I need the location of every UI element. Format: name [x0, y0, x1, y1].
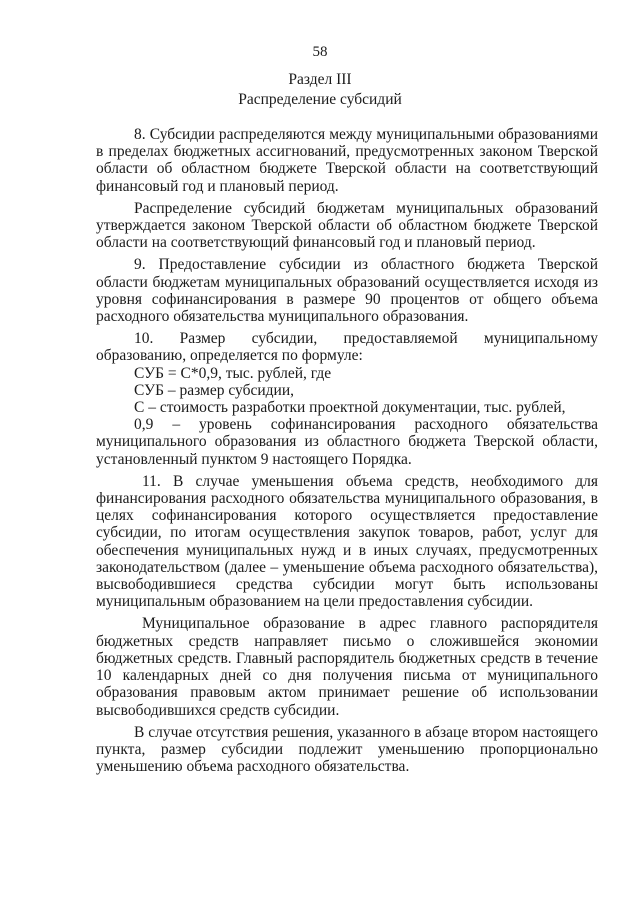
formula-line: СУБ = С*0,9, тыс. рублей, где — [134, 364, 332, 382]
paragraph-savings-letter: Муниципальное образование в адрес главного распорядителя бюджетных средств направляет письмо о сложившейся экономии бюджетных средств. Главный распорядитель бюджетных средств в течение 10 календарных дней со дня получения письма от муниципального образования правовым актом принимает решение об использовании высвободившихся средств субсидии. — [96, 615, 598, 719]
formula-rate-definition: 0,9 – уровень софинансирования расходного обязательства муниципального образования из областного бюджета Тверской области, установленный пунктом 9 настоящего Порядка. — [96, 416, 598, 468]
page-number: 58 — [312, 44, 328, 60]
document-body — [96, 126, 598, 780]
formula-c-definition: С – стоимость разработки проектной документации, тыс. рублей, — [134, 399, 566, 417]
section-heading — [0, 70, 640, 110]
paragraph-distribution: Распределение субсидий бюджетам муниципальных образований утверждается законом Тверской области об областном бюджете Тверской области на соответствующий финансовый год и плановый период. — [96, 199, 598, 252]
section-subtitle: Распределение субсидий — [238, 91, 402, 108]
paragraph-8: 8. Субсидии распределяются между муниципальными образованиями в пределах бюджетных ассигнований, предусмотренных законом Тверской области об областном бюджете Тверской области на соответствующий финансовый год и плановый период. — [96, 126, 598, 195]
formula-sub-definition: СУБ – размер субсидии, — [134, 381, 294, 399]
paragraph-10: 10. Размер субсидии, предоставляемой муниципальному образованию, определяется по формуле: — [96, 330, 598, 365]
section-title: Раздел III — [288, 71, 352, 88]
paragraph-no-decision: В случае отсутствия решения, указанного в абзаце втором настоящего пункта, размер субсидии подлежит уменьшению пропорционально уменьшению объема расходного обязательства. — [96, 723, 598, 776]
paragraph-9: 9. Предоставление субсидии из областного бюджета Тверской области бюджетам муниципальных образований осуществляется исходя из уровня софинансирования в размере 90 процентов от общего объема расходного обязательства муниципального образования. — [96, 256, 598, 326]
paragraph-11: 11. В случае уменьшения объема средств, необходимого для финансирования расходного обязательства муниципального образования, в целях софинансирования которого осуществляется предоставление субсидии, по итогам осуществления закупок товаров, работ, услуг для обеспечения муниципальных нужд и в иных случаях, предусмотренных законодательством (далее – уменьшение объема расходного обязательства), высвободившиеся средства субсидии могут быть использованы муниципальным образованием на цели предоставления субсидии. — [96, 472, 598, 611]
